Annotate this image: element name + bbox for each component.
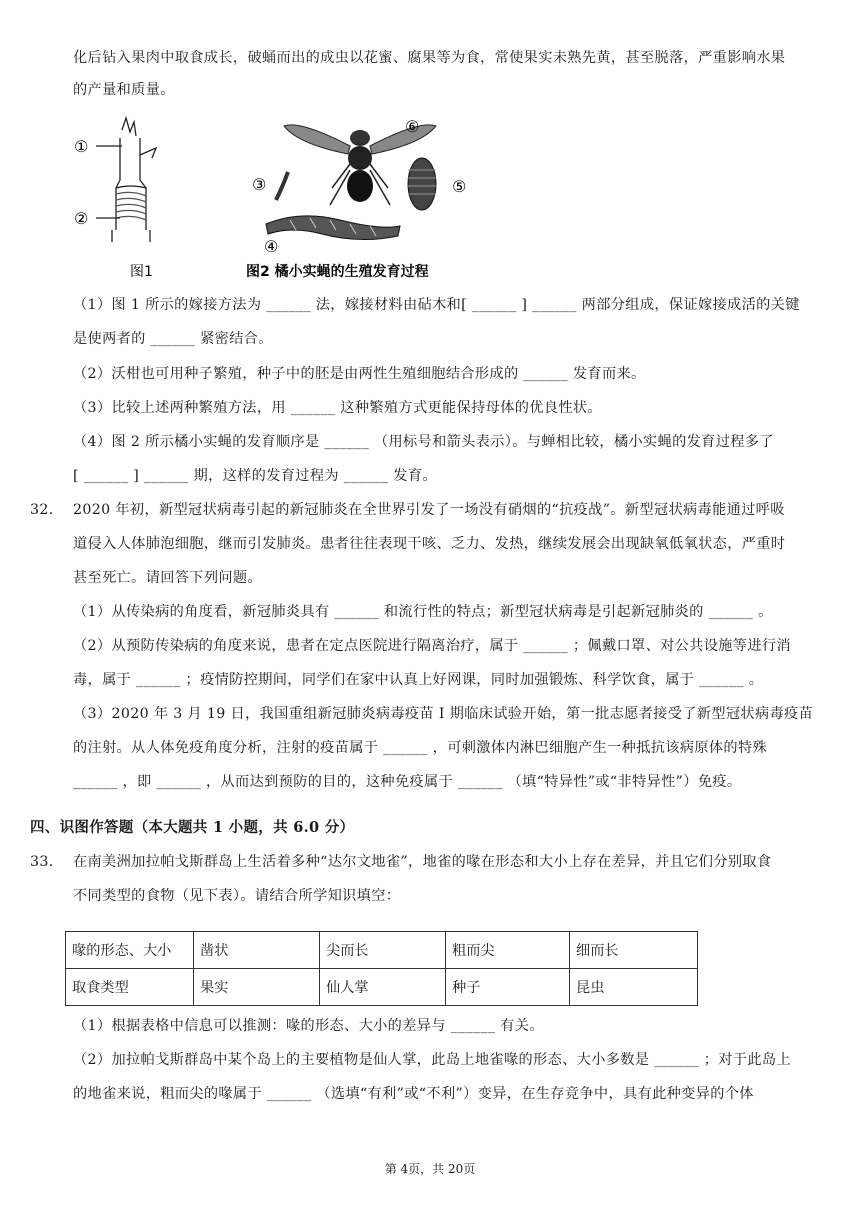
fig-label-6: ⑥ [405, 117, 420, 136]
q32-number: 32. [30, 502, 54, 518]
intro-line-1: 化后钻入果肉中取食成长，破蛹而出的成虫以花蜜、腐果等为食，常使果实未熟先黄，甚至脱落，严重影响水果 [73, 50, 786, 66]
table-cell: 凿状 [194, 932, 320, 969]
q31-part4-line2: [ ______ ] ______ 期，这样的发育过程为 ______ 发育。 [73, 468, 437, 484]
beak-food-table [65, 931, 698, 1006]
q33-number: 33. [30, 854, 54, 870]
table-cell: 取食类型 [66, 969, 194, 1006]
fig-label-4: ④ [264, 237, 279, 256]
larva-drawing [266, 216, 400, 240]
fig-label-3: ③ [252, 175, 267, 194]
q33-part2-line2: 的地雀来说，粗而尖的喙属于 ______ （选填“有利”或“不利”）变异，在生存竞争中，具有此种变异的个体 [73, 1086, 754, 1102]
egg-drawing [276, 172, 288, 200]
q32-part2-line1: （2）从预防传染病的角度来说，患者在定点医院进行隔离治疗，属于 ______ ；佩戴口罩、对公共设施等进行消 [73, 638, 791, 654]
table-row [66, 969, 698, 1006]
fig-label-5: ⑤ [452, 177, 467, 196]
table-cell: 尖而长 [320, 932, 446, 969]
fig-label-1: ① [74, 137, 89, 156]
q31-part4-line1: （4）图 2 所示橘小实蝇的发育顺序是 ______ （用标号和箭头表示）。与蝉相比较，橘小实蝇的发育过程多了 [73, 434, 774, 450]
graft-diagram [96, 118, 156, 242]
fig2-caption: 图2 橘小实蝇的生殖发育过程 [246, 264, 429, 280]
q32-part3-line3: ______ ，即 ______ ，从而达到预防的目的，这种免疫属于 ______ （填“特异性”或“非特异性”）免疫。 [73, 774, 742, 790]
fig1-caption: 图1 [130, 264, 153, 280]
q33-stem-line1: 在南美洲加拉帕戈斯群岛上生活着多种“达尔文地雀”，地雀的喙在形态和大小上存在差异，并且它们分别取食 [73, 854, 772, 870]
q32-stem-line3: 甚至死亡。请回答下列问题。 [73, 570, 262, 586]
q31-part1-line1: （1）图 1 所示的嫁接方法为 ______ 法，嫁接材料由砧木和[ ______ ] ______ 两部分组成，保证嫁接成活的关键 [73, 297, 800, 313]
page-footer: 第 4页，共 20页 [384, 1162, 476, 1176]
table-row [66, 932, 698, 969]
q32-stem-line2: 道侵入人体肺泡细胞，继而引发肺炎。患者往往表现干咳、乏力、发热，继续发展会出现缺氧低氧状态，严重时 [73, 536, 786, 552]
q33-stem-line2: 不同类型的食物（见下表）。请结合所学知识填空： [73, 888, 401, 904]
q31-part1-line2: 是使两者的 ______ 紧密结合。 [73, 331, 273, 347]
fig-label-2: ② [74, 209, 89, 228]
q33-part2-line1: （2）加拉帕戈斯群岛中某个岛上的主要植物是仙人掌，此岛上地雀喙的形态、大小多数是 ______ ；对于此岛上 [73, 1052, 791, 1068]
figure-illustration [60, 110, 480, 300]
q32-part1: （1）从传染病的角度看，新冠肺炎具有 ______ 和流行性的特点；新型冠状病毒是引起新冠肺炎的 ______ 。 [73, 604, 773, 620]
q31-part2: （2）沃柑也可用种子繁殖，种子中的胚是由两性生殖细胞结合形成的 ______ 发育而来。 [73, 366, 646, 382]
q32-part3-line2: 的注射。从人体免疫角度分析，注射的疫苗属于 ______ ，可刺激体内淋巴细胞产生一种抵抗该病原体的特殊 [73, 740, 768, 756]
table-cell: 种子 [446, 969, 570, 1006]
table-cell: 昆虫 [570, 969, 698, 1006]
q32-part3-line1: （3）2020 年 3 月 19 日，我国重组新冠肺炎病毒疫苗 I 期临床试验开始，第一批志愿者接受了新型冠状病毒疫苗 [73, 706, 814, 722]
intro-line-2: 的产量和质量。 [73, 82, 175, 98]
table-cell: 仙人掌 [320, 969, 446, 1006]
figure-grafting-and-fly-lifecycle [60, 110, 480, 300]
table-cell: 果实 [194, 969, 320, 1006]
q32-stem-line1: 2020 年初，新型冠状病毒引起的新冠肺炎在全世界引发了一场没有硝烟的“抗疫战”。新型冠状病毒能通过呼吸 [73, 502, 785, 518]
table-cell: 粗而尖 [446, 932, 570, 969]
table-cell: 喙的形态、大小 [66, 932, 194, 969]
q33-part1: （1）根据表格中信息可以推测：喙的形态、大小的差异与 ______ 有关。 [73, 1018, 544, 1034]
pupa-drawing [408, 158, 436, 210]
q32-part2-line2: 毒，属于 ______ ；疫情防控期间，同学们在家中认真上好网课，同时加强锻炼、科学饮食，属于 ______ 。 [73, 672, 764, 688]
q31-part3: （3）比较上述两种繁殖方法，用 ______ 这种繁殖方式更能保持母体的优良性状。 [73, 400, 602, 416]
section-heading: 四、识图作答题（本大题共 1 小题，共 6.0 分） [30, 819, 355, 836]
table-cell: 细而长 [570, 932, 698, 969]
